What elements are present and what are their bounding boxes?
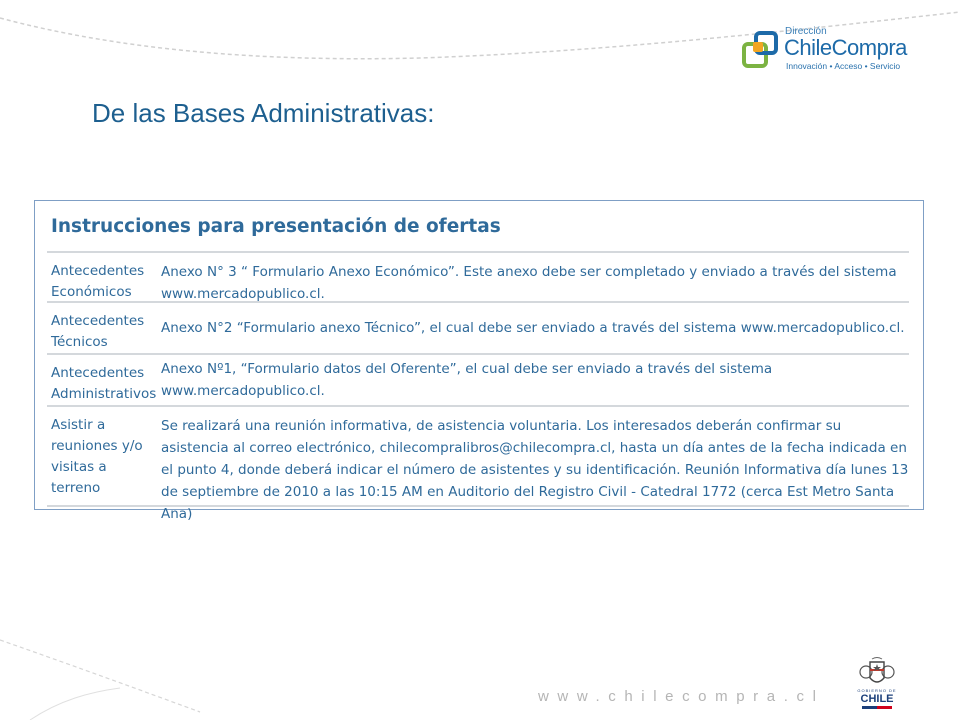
gov-small-text: GOBIERNO DE <box>857 688 897 693</box>
panel-title: Instrucciones para presentación de ofertas <box>51 216 501 237</box>
flag-stripe-icon <box>862 706 892 709</box>
table-row <box>47 355 909 407</box>
chilecompra-logo-icon <box>740 30 780 72</box>
instructions-table <box>47 251 909 522</box>
page-title: De las Bases Administrativas: <box>92 98 435 128</box>
chilecompra-logo <box>740 26 910 76</box>
table-row <box>47 303 909 355</box>
row-text: Anexo N° 3 “ Formulario Anexo Económico”. Este anexo debe ser completado y enviado a través del sistema www.mercadopublico.cl. <box>161 264 897 302</box>
gov-big-text: CHILE <box>860 693 894 705</box>
row-text: Anexo Nº1, “Formulario datos del Oferente”, el cual debe ser enviado a través del sistema www.mercadopublico.cl. <box>161 361 773 399</box>
row-label: Antecedentes Administrativos <box>51 365 157 402</box>
row-label: Antecedentes Económicos <box>51 263 145 300</box>
instructions-panel <box>34 200 924 522</box>
logo-tagline: Innovación • Acceso • Servicio <box>786 61 901 71</box>
table-row <box>47 253 909 303</box>
table-row <box>47 407 909 522</box>
row-text: Anexo N°2 “Formulario anexo Técnico”, el cual debe ser enviado a través del sistema www.mercadopublico.cl. <box>161 320 905 336</box>
coat-of-arms-icon <box>852 656 902 688</box>
gobierno-de-chile-logo <box>852 656 902 712</box>
row-label: Asistir a reuniones y/o visitas a terreno <box>51 417 143 496</box>
row-label: Antecedentes Técnicos <box>51 313 145 350</box>
logo-small-text: Dirección <box>785 26 827 37</box>
footer-url: www.chilecompra.cl <box>538 688 825 705</box>
gobierno-de-chile-text <box>852 688 902 709</box>
row-text: Se realizará una reunión informativa, de asistencia voluntaria. Los interesados deberán confirmar su asistencia al correo electrónico, chilecompralibros@chilecompra.cl, hasta un día antes de la fecha indicada en el punto 4, donde deberá indicar el número de asistentes y su identificación. Reunión Informativa día lunes 13 de septiembre de 2010 a las 10:15 AM en Auditorio del Registro Civil - Catedral 1772 (cerca Est Metro Santa Ana) <box>161 418 909 522</box>
logo-name: ChileCompra <box>784 35 907 60</box>
